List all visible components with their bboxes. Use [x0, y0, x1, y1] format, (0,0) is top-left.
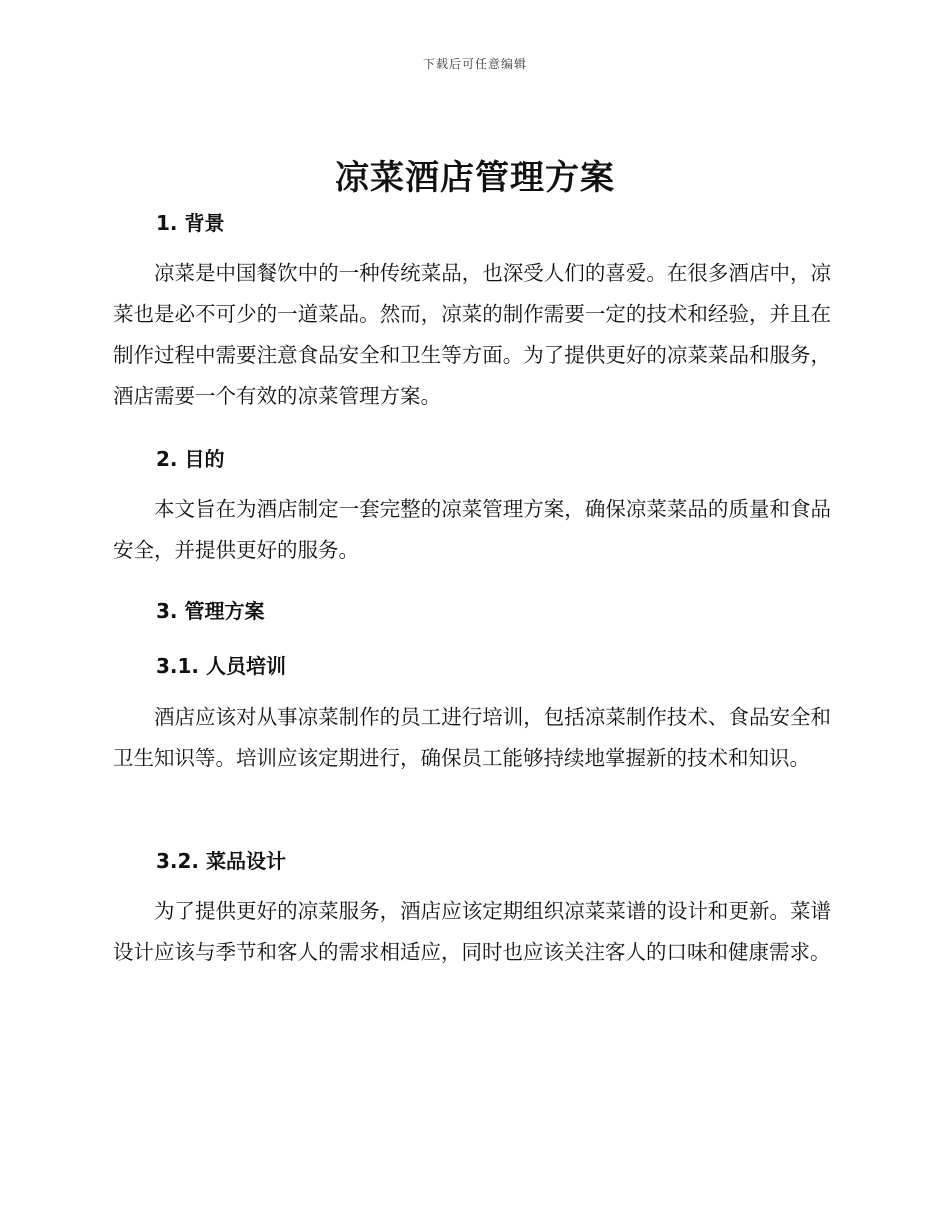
section-heading-staff-training: 3.1. 人员培训 — [156, 654, 286, 678]
section-heading-menu-design: 3.2. 菜品设计 — [156, 849, 286, 873]
section-paragraph-menu-design: 为了提供更好的凉菜服务，酒店应该定期组织凉菜菜谱的设计和更新。菜谱设计应该与季节和客人的需求相适应，同时也应该关注客人的口味和健康需求。 — [113, 899, 831, 964]
section-heading-purpose: 2. 目的 — [156, 447, 225, 471]
section-paragraph-staff-training: 酒店应该对从事凉菜制作的员工进行培训，包括凉菜制作技术、食品安全和卫生知识等。培训应该定期进行，确保员工能够持续地掌握新的技术和知识。 — [113, 705, 831, 770]
section-paragraph-purpose: 本文旨在为酒店制定一套完整的凉菜管理方案，确保凉菜菜品的质量和食品安全，并提供更好的服务。 — [113, 497, 831, 562]
document-title: 凉菜酒店管理方案 — [335, 158, 615, 198]
section-heading-management-plan: 3. 管理方案 — [156, 599, 265, 623]
section-heading-background: 1. 背景 — [156, 211, 225, 235]
section-paragraph-background: 凉菜是中国餐饮中的一种传统菜品，也深受人们的喜爱。在很多酒店中，凉菜也是必不可少的一道菜品。然而，凉菜的制作需要一定的技术和经验，并且在制作过程中需要注意食品安全和卫生等方面。为了提供更好的凉菜菜品和服务，酒店需要一个有效的凉菜管理方案。 — [113, 261, 831, 408]
page-header-note: 下载后可任意编辑 — [422, 57, 527, 71]
